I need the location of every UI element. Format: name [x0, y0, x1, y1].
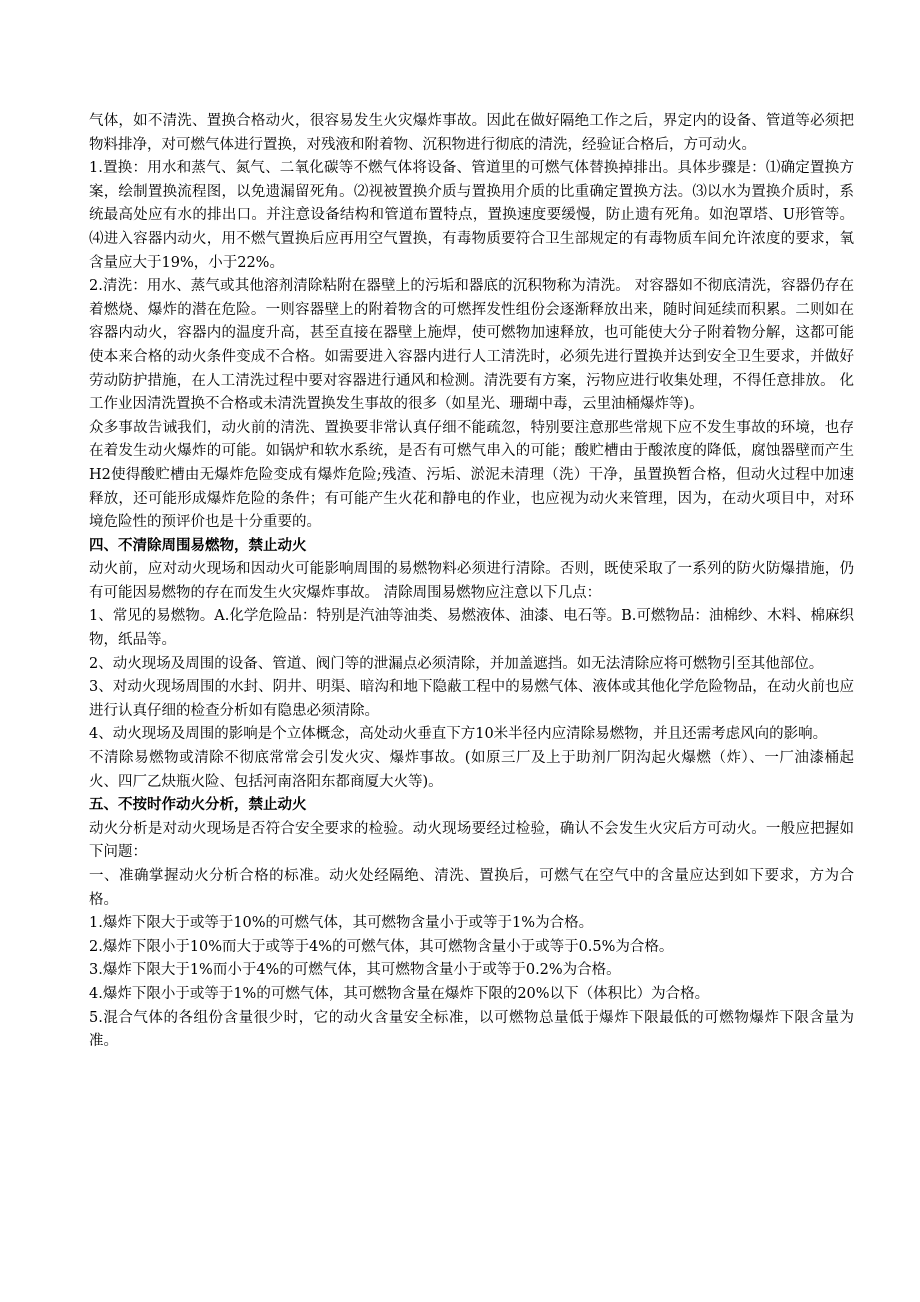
paragraph: 3、对动火现场周围的水封、阴井、明渠、暗沟和地下隐蔽工程中的易燃气体、液体或其他化学危险物品，在动火前也应进行认真仔细的检查分析如有隐患必须清除。	[89, 679, 854, 719]
paragraph: 动火前，应对动火现场和因动火可能影响周围的易燃物料必须进行清除。否则，既使采取了一系列的防火防爆措施，仍有可能因易燃物的存在而发生火灾爆炸事故。 清除周围易燃物应注意以下几点：	[89, 561, 854, 601]
paragraph: 2.清洗：用水、蒸气或其他溶剂清除粘附在器壁上的污垢和器底的沉积物称为清洗。 对容器如不彻底清洗，容器仍存在着燃烧、爆炸的潜在危险。一则容器壁上的附着物含的可燃挥发性组份会逐渐释放出来，随时间延续而积累。二则如在容器内动火，容器内的温度升高，甚至直接在器壁上施焊，使可燃物加速释放，也可能使大分子附着物分解，这都可能使本来合格的动火条件变成不合格。如需要进入容器内进行人工清洗时，必须先进行置换并达到安全卫生要求，并做好劳动防护措施，在人工清洗过程中要对容器进行通风和检测。清洗要有方案，污物应进行收集处理，不得任意排放。 化工作业因清洗置换不合格或未清洗置换发生事故的很多（如星光、珊瑚中毒，云里油桶爆炸等)。	[89, 278, 854, 413]
section-heading: 五、不按时作动火分析，禁止动火	[89, 797, 307, 814]
list-item: 5.混合气体的各组份含量很少时，它的动火含量安全标准，以可燃物总量低于爆炸下限最低的可燃物爆炸下限含量为准。	[89, 1009, 854, 1050]
paragraph: 2、动火现场及周围的设备、管道、阀门等的泄漏点必须清除，并加盖遮挡。如无法清除应将可燃物引至其他部位。	[89, 655, 824, 672]
paragraph: 1、常见的易燃物。A.化学危险品：特别是汽油等油类、易燃液体、油漆、电石等。B.可燃物品：油棉纱、木料、棉麻织物，纸品等。	[89, 608, 854, 649]
paragraph: 4、动火现场及周围的影响是个立体概念，高处动火垂直下方10米半径内应清除易燃物，并且还需考虑风向的影响。	[89, 726, 828, 743]
paragraph: 1.置换：用水和蒸气、氮气、二氧化碳等不燃气体将设备、管道里的可燃气体替换掉排出。具体步骤是：⑴确定置换方案，绘制置换流程图，以免遗漏留死角。⑵视被置换介质与置换用介质的比重确定置换方法。⑶以水为置换介质时，系统最高处应有水的排出口。并注意设备结构和管道布置特点，置换速度要缓慢，防止遗有死角。如泡罩塔、U形管等。⑷进入容器内动火，用不燃气置换后应再用空气置换，有毒物质要符合卫生部规定的有毒物质车间允许浓度的要求，氧含量应大于19%，小于22%。	[89, 160, 854, 271]
paragraph: 气体，如不清洗、置换合格动火，很容易发生火灾爆炸事故。因此在做好隔绝工作之后，界定内的设备、管道等必须把物料排净，对可燃气体进行置换，对残液和附着物、沉积物进行彻底的清洗，经验证合格后，方可动火。	[89, 113, 854, 153]
list-item: 2.爆炸下限小于10%而大于或等于4%的可燃气体，其可燃物含量小于或等于0.5%为合格。	[89, 938, 674, 955]
section-heading: 四、不清除周围易燃物，禁止动火	[89, 537, 307, 554]
list-item: 3.爆炸下限大于1%而小于4%的可燃气体，其可燃物含量小于或等于0.2%为合格。	[89, 962, 621, 979]
list-item: 4.爆炸下限小于或等于1%的可燃气体，其可燃物含量在爆炸下限的20%以下（体积比）为合格。	[89, 985, 710, 1002]
paragraph: 不清除易燃物或清除不彻底常常会引发火灾、爆炸事故。(如原三厂及上于助剂厂阴沟起火爆燃（炸）、一厂油漆桶起火、四厂乙炔瓶火险、包括河南洛阳东都商厦大火等)。	[89, 750, 854, 790]
list-item: 1.爆炸下限大于或等于10%的可燃气体，其可燃物含量小于或等于1%为合格。	[89, 915, 594, 932]
paragraph: 动火分析是对动火现场是否符合安全要求的检验。动火现场要经过检验，确认不会发生火灾后方可动火。一般应把握如下问题：	[89, 820, 854, 861]
paragraph: 一、准确掌握动火分析合格的标准。动火处经隔绝、清洗、置换后，可燃气在空气中的含量应达到如下要求，方为合格。	[89, 868, 854, 908]
paragraph: 众多事故告诫我们，动火前的清洗、置换要非常认真仔细不能疏忽，特别要注意那些常规下应不发生事故的环境，也存在着发生动火爆炸的可能。如锅炉和软水系统，是否有可燃气串入的可能；酸贮槽由于酸浓度的降低，腐蚀器壁而产生H2使得酸贮槽由无爆炸危险变成有爆炸危险;残渣、污垢、淤泥未清理（洗）干净，虽置换暂合格，但动火过程中加速释放，还可能形成爆炸危险的条件；有可能产生火花和静电的作业，也应视为动火来管理，因为，在动火项目中，对环境危险性的预评价也是十分重要的。	[89, 419, 854, 531]
